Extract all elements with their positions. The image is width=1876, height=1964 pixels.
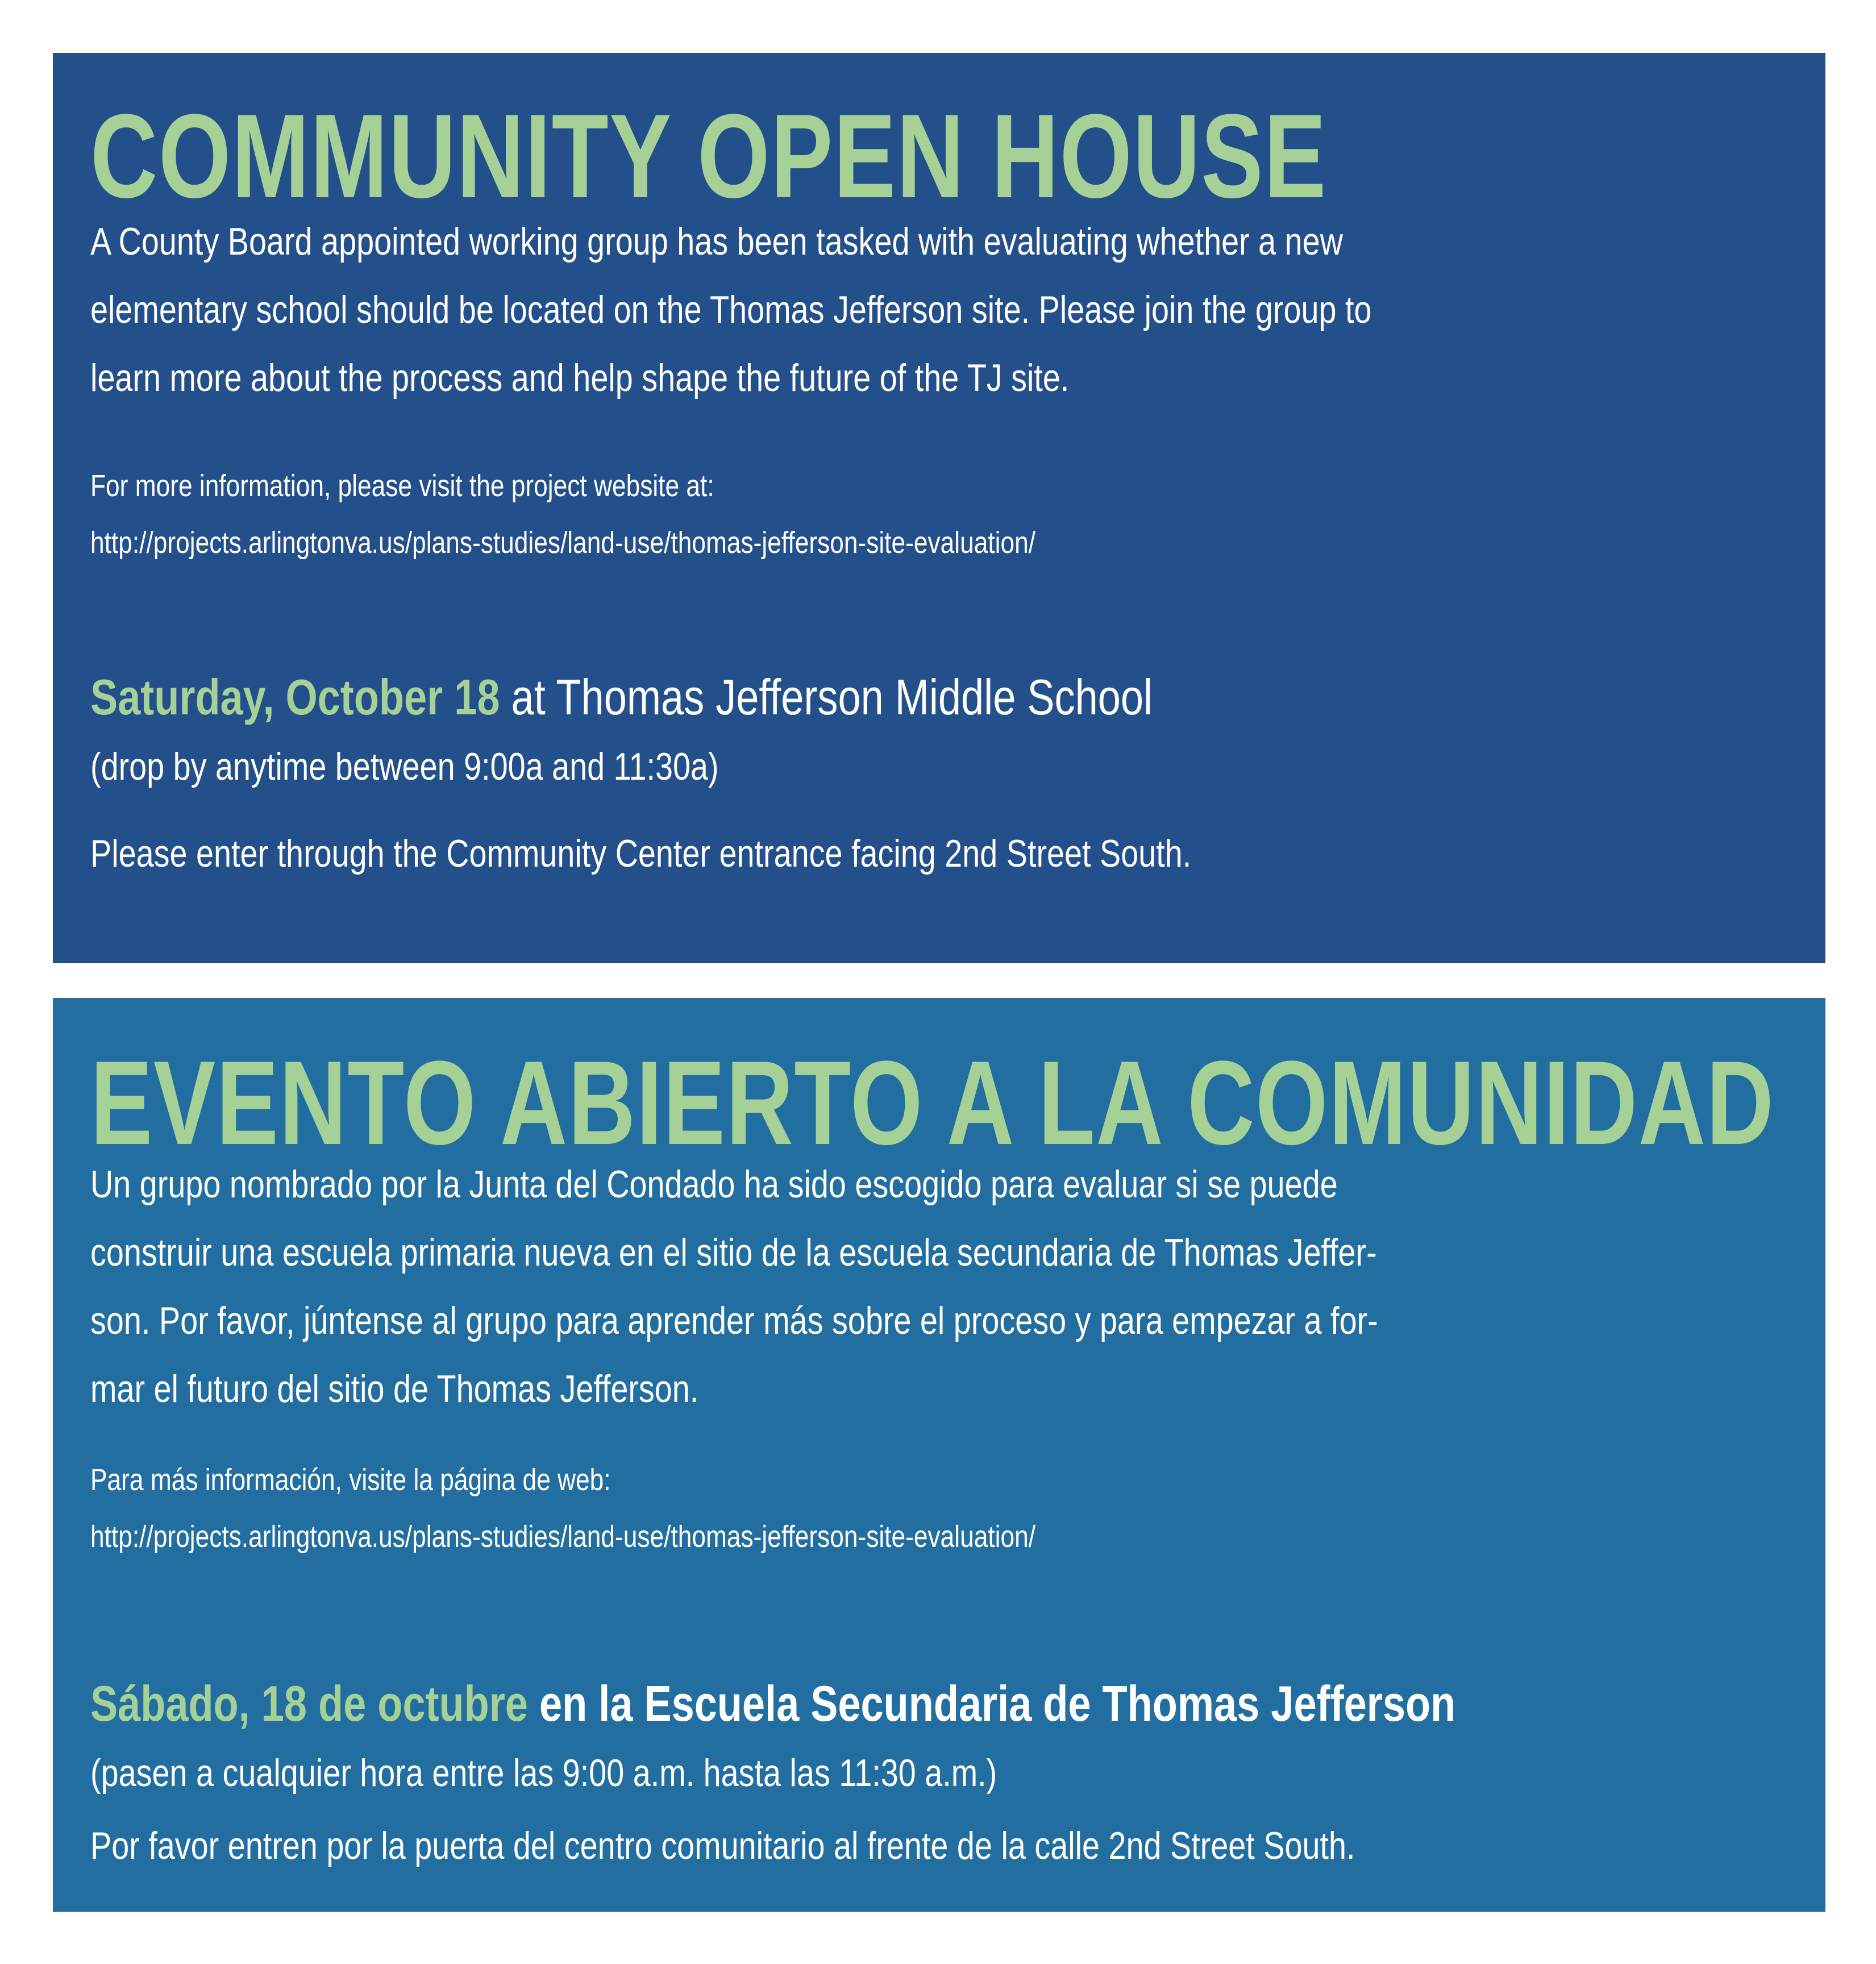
spanish-intro-line: Un grupo nombrado por la Junta del Condado ha sido escogido para evaluar si se puede	[90, 1163, 1338, 1206]
spanish-project-url[interactable]: http://projects.arlingtonva.us/plans-studies/land-use/thomas-jefferson-site-evaluation/	[90, 1520, 1036, 1554]
english-info-block	[90, 457, 1035, 571]
spanish-intro-line: construir una escuela primaria nueva en el sitio de la escuela secundaria de Thomas Jeffer-	[90, 1231, 1377, 1274]
english-intro-line: learn more about the process and help shape the future of the TJ site.	[90, 356, 1070, 400]
spanish-headline: EVENTO ABIERTO A LA COMUNIDAD	[90, 1036, 1775, 1170]
spanish-announcement-panel	[53, 998, 1825, 1912]
english-event-line	[90, 669, 1153, 725]
spanish-event-time: (pasen a cualquier hora entre las 9:00 a.m. hasta las 11:30 a.m.)	[90, 1751, 997, 1795]
english-entrance-note: Please enter through the Community Center entrance facing 2nd Street South.	[90, 832, 1192, 875]
spanish-intro-paragraph	[90, 1150, 1378, 1423]
english-event-date: Saturday, October 18	[90, 669, 500, 725]
spanish-entrance-note: Por favor entren por la puerta del centro comunitario al frente de la calle 2nd Street South.	[90, 1824, 1355, 1867]
spanish-event-venue: en la Escuela Secundaria de Thomas Jefferson	[527, 1675, 1456, 1732]
spanish-info-block	[90, 1451, 1035, 1565]
spanish-intro-line: son. Por favor, júntense al grupo para aprender más sobre el proceso y para empezar a for-	[90, 1299, 1378, 1342]
english-info-label: For more information, please visit the project website at:	[90, 469, 714, 503]
spanish-info-label: Para más información, visite la página de web:	[90, 1463, 611, 1497]
english-intro-line: A County Board appointed working group has been tasked with evaluating whether a new	[90, 220, 1343, 263]
spanish-event-line	[90, 1675, 1456, 1732]
english-event-venue: at Thomas Jefferson Middle School	[500, 669, 1153, 725]
english-intro-paragraph	[90, 207, 1372, 412]
english-project-url[interactable]: http://projects.arlingtonva.us/plans-studies/land-use/thomas-jefferson-site-evaluation/	[90, 526, 1036, 560]
english-intro-line: elementary school should be located on the Thomas Jefferson site. Please join the group to	[90, 288, 1372, 331]
english-announcement-panel	[53, 53, 1825, 963]
spanish-intro-line: mar el futuro del sitio de Thomas Jefferson.	[90, 1367, 699, 1410]
english-headline: COMMUNITY OPEN HOUSE	[90, 89, 1327, 223]
spanish-event-date: Sábado, 18 de octubre	[90, 1675, 528, 1732]
english-event-time: (drop by anytime between 9:00a and 11:30a)	[90, 745, 719, 788]
